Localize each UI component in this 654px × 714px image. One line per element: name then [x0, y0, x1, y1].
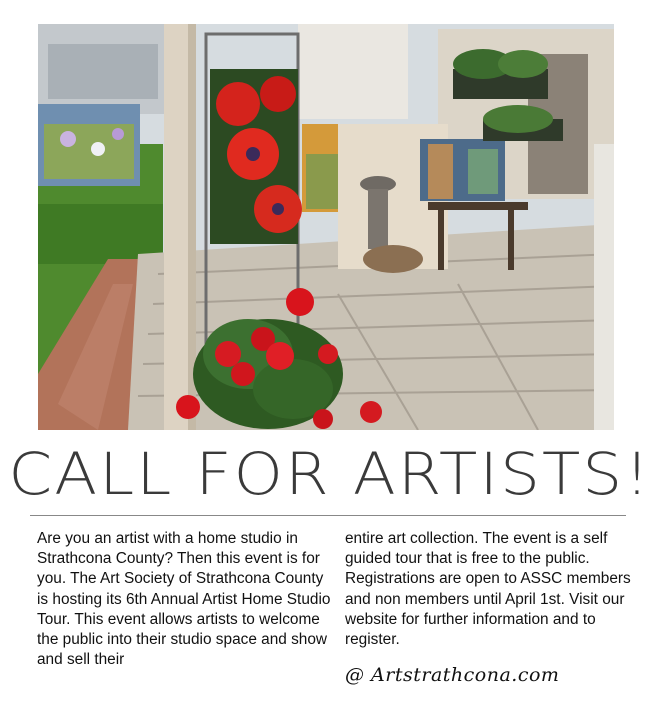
body-text-right: entire art collection. The event is a self guided tour that is free to the public. Registrations are open to ASSC members and non members until April 1st. Visit our website for further information and to register.: [345, 530, 631, 649]
website-link[interactable]: @ Artstrathcona.com: [345, 664, 560, 686]
divider: [30, 515, 626, 516]
studio-photo: [38, 24, 614, 430]
body-text-left: Are you an artist with a home studio in Strathcona County? Then this event is for you. The Art Society of Strathcona County is hosting its 6th Annual Artist Home Studio Tour. This event allows artists to welcome the public into their studio space and show and sell their: [37, 530, 331, 669]
headline: CALL FOR ARTISTS!: [8, 440, 652, 508]
